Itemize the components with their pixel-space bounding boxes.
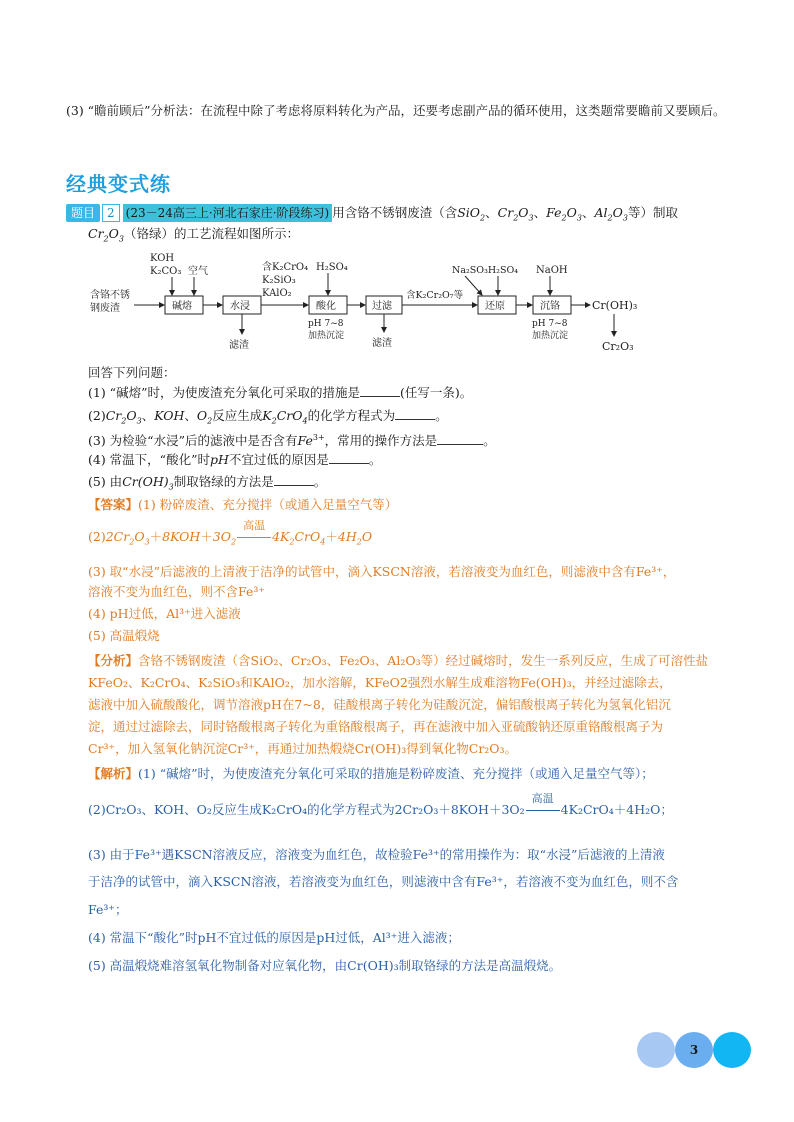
- answer-line-5: (5) 高温煅烧: [88, 628, 160, 643]
- solution-text-2a: (2)Cr₂O₃、KOH、O₂反应生成K₂CrO₄的化学方程式为2Cr₂O₃＋8KOH＋3O₂: [88, 802, 525, 817]
- intro-paragraph: (3) “瞻前顾后”分析法：在流程中除了考虑将原料转化为产品，还要考虑副产品的循环使用，这类题常要瞻前又要顾后。: [66, 103, 726, 118]
- analysis-label: 【分析】: [88, 653, 139, 668]
- q3-text-a: (3) 为检验“水浸”后的滤液中是否含有: [88, 433, 298, 449]
- section-title: 经典变式练: [66, 172, 171, 196]
- flow-reagent-k2cro4: 含K₂CrO₄: [262, 262, 309, 273]
- sub-question-5: (5) 由$Cr(OH)_3$制取铬绿的方法是 。: [88, 474, 327, 492]
- analysis-line-3: 滤液中加入硫酸酸化，调节溶液pH在7~8，硅酸根离子转化为硅酸沉淀，偏铝酸根离子转化为氢氧化铝沉: [88, 697, 671, 712]
- solution-line-3: (3) 由于Fe³⁺遇KSCN溶液反应，溶液变为血红色，故检验Fe³⁺的常用操作为：取“水浸”后滤液的上清液: [88, 847, 665, 862]
- page-circle-right: [713, 1032, 751, 1068]
- question-tag: 题目: [66, 204, 100, 222]
- answer-line-3: (3) 取“水浸”后滤液的上清液于洁净的试管中，滴入KSCN溶液，若溶液变为血红色，则滤液中含有Fe³⁺，: [88, 564, 676, 579]
- question-header: 题目 2 (23－24高三上·河北石家庄·阶段练习) 用含铬不锈钢废渣（含SiO$_2$、$Cr_2O_3$、$Fe_2O_3$、$Al_2O_3$等）制取: [66, 203, 678, 229]
- flow-reagent-koh: KOH: [150, 253, 175, 264]
- answer-line-3b: 溶液不变为血红色，则不含Fe³⁺: [88, 584, 265, 599]
- q3-text-b: ，常用的操作方法是: [324, 433, 438, 449]
- solution-text-2b: 4K₂CrO₄＋4H₂O；: [560, 802, 673, 817]
- flow-reagent-air: 空气: [188, 266, 208, 277]
- q2-text-b: 的化学方程式为: [307, 408, 396, 423]
- solution-line-4: (4) 常温下“酸化”时pH不宜过低的原因是pH过低，Al³⁺进入滤液；: [88, 930, 460, 945]
- solution-line-1: [88, 764, 654, 784]
- flow-box-label-3: 酸化: [316, 301, 336, 312]
- flow-cond-heat: 加热沉淀: [308, 331, 345, 341]
- sub-question-2: $(2)Cr_2O_3$、KOH、$O_2$反应生成$K_2CrO_4$的化学方程式为 。: [88, 408, 448, 426]
- answer-1: (1) 粉碎废渣、充分搅拌（或通入足量空气等）: [138, 497, 398, 512]
- analysis-line-5: Cr³⁺，加入氢氧化钠沉淀Cr³⁺，再通过加热煅烧Cr(OH)₃得到氧化物Cr₂O₃。: [88, 741, 518, 756]
- answer-condition: 高温: [243, 519, 266, 532]
- solution-condition: 高温: [531, 792, 554, 805]
- q2-text-a: 反应生成: [212, 408, 263, 423]
- page-circle-left: [637, 1032, 675, 1068]
- analysis-text-1: 含铬不锈钢废渣（含SiO₂、Cr₂O₃、Fe₂O₃、Al₂O₃等）经过碱熔时，发生一系列反应，生成了可溶性盐: [138, 653, 709, 668]
- question-stem-a: 用含铬不锈钢废渣（含: [332, 205, 458, 220]
- solution-line-5: (5) 高温煅烧难溶氢氧化物制备对应氧化物，由Cr(OH)₃制取铬绿的方法是高温煅烧。: [88, 958, 562, 973]
- flow-box-label-2: 水浸: [230, 301, 250, 312]
- flow-residue-2: 滤渣: [372, 338, 392, 349]
- process-flow-diagram: [88, 248, 688, 358]
- page-number: 3: [675, 1032, 713, 1068]
- solution-label: 【解析】: [88, 766, 139, 781]
- solution-text-1: (1) “碱熔”时，为使废渣充分氧化可采取的措施是粉碎废渣、充分搅拌（或通入足量空气等）；: [138, 766, 654, 781]
- question-number: 2: [102, 204, 120, 222]
- flow-reagent-k2co3: K₂CO₃: [150, 266, 182, 277]
- flow-cond-heat-2: 加热沉淀: [532, 331, 569, 341]
- flow-box-label-4: 过滤: [372, 301, 392, 312]
- q5-text-b: 制取铬绿的方法是: [173, 474, 274, 489]
- flow-cond-ph: pH 7~8: [308, 319, 344, 329]
- flow-reagent-k2sio3: K₂SiO₃: [262, 275, 296, 286]
- flow-product: Cr(OH)₃: [592, 299, 638, 312]
- sub-question-4: (4) 常温下，“酸化”时pH不宜过低的原因是 。: [88, 452, 382, 467]
- solution-line-3c: Fe³⁺；: [88, 902, 128, 917]
- solution-line-3b: 于洁净的试管中，滴入KSCN溶液，若溶液变为血红色，则滤液中含有Fe³⁺，若溶液不变为血红色，则不含: [88, 874, 679, 889]
- sub-question-1: [88, 383, 472, 403]
- flow-box-label-1: 碱熔: [172, 301, 192, 312]
- solution-line-2: [88, 792, 673, 820]
- answer-line-2: $(2)2Cr_2O_3+8KOH+3O_2$ 高温 $4K_2CrO_4+4H_2O$: [88, 527, 372, 553]
- sub-question-3: (3) 为检验“水浸”后的滤液中是否含有$Fe^{3+}$，常用的操作方法是 。: [88, 433, 496, 449]
- q1-text-b: (任写一条)。: [399, 385, 473, 400]
- flow-final: Cr₂O₃: [602, 340, 634, 353]
- question-stem-b: 等）制取: [627, 205, 678, 220]
- flow-feed-1: 含铬不锈: [90, 290, 130, 301]
- q4-text-a: (4) 常温下，“酸化”时: [88, 452, 210, 467]
- question-stem-c: （铬绿）的工艺流程如图所示：: [123, 226, 299, 241]
- answer-prompt: 回答下列问题：: [88, 365, 176, 380]
- flow-reagent-h2so4: H₂SO₄: [316, 262, 348, 273]
- answer-line-1: [88, 495, 397, 515]
- flow-reagent-naoh: NaOH: [536, 265, 568, 276]
- q5-text-a: (5) 由: [88, 474, 123, 489]
- question-source: (23－24高三上·河北石家庄·阶段练习): [123, 204, 333, 222]
- flow-reagent-na2so3: Na₂SO₃H₂SO₄: [452, 265, 519, 276]
- answer-line-4: (4) pH过低，Al³⁺进入滤液: [88, 606, 241, 621]
- analysis-line-1: [88, 651, 708, 671]
- flow-feed-2: 钢废渣: [90, 303, 120, 314]
- q4-text-b: 不宜过低的原因是: [228, 452, 329, 467]
- analysis-line-2: KFeO₂、K₂CrO₄、K₂SiO₃和KAlO₂，加水溶解，KFeO2强烈水解生成难溶物Fe(OH)₃，并经过滤除去，: [88, 675, 672, 690]
- flow-box-label-5: 还原: [485, 301, 505, 312]
- flow-mid-label: 含K₂Cr₂O₇等: [406, 290, 464, 301]
- flow-reagent-kalo2: KAlO₂: [262, 288, 292, 299]
- page-number-badge: [637, 1032, 757, 1068]
- answer-label: 【答案】: [88, 497, 139, 512]
- question-stem-line2: $Cr_2O_3$（铬绿）的工艺流程如图所示：: [88, 226, 299, 244]
- flow-residue-1: 滤渣: [229, 340, 249, 351]
- flow-cond-ph-2: pH 7~8: [532, 319, 568, 329]
- analysis-line-4: 淀，通过过滤除去，同时铬酸根离子转化为重铬酸根离子，再在滤液中加入亚硫酸钠还原重铬酸根离子为: [88, 719, 664, 734]
- q1-text-a: (1) “碱熔”时，为使废渣充分氧化可采取的措施是: [88, 385, 360, 400]
- flow-box-label-6: 沉铬: [540, 301, 560, 312]
